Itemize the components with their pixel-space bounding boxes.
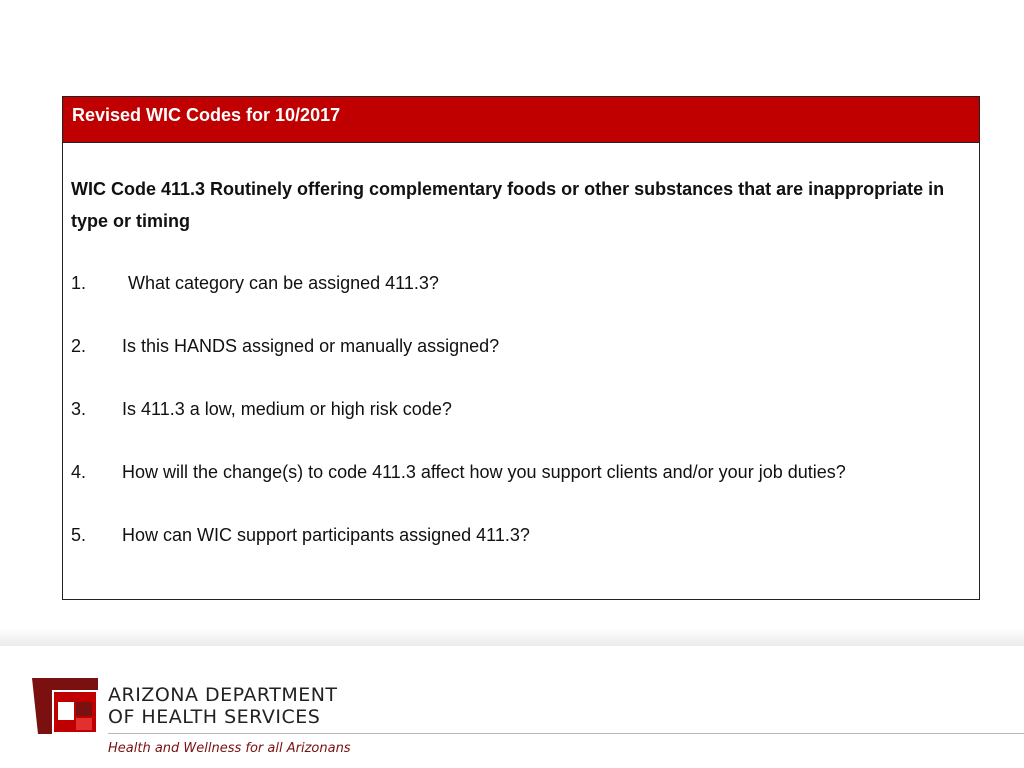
question-3 — [71, 397, 452, 421]
question-text: What category can be assigned 411.3? — [128, 273, 439, 293]
table-header: Revised WIC Codes for 10/2017 — [63, 97, 979, 143]
question-text: How can WIC support participants assigned 411.3? — [122, 525, 530, 545]
question-5 — [71, 523, 530, 547]
question-number: 4. — [71, 462, 87, 482]
question-number: 1. — [71, 273, 87, 293]
question-4 — [71, 460, 846, 484]
question-text: Is 411.3 a low, medium or high risk code? — [122, 399, 452, 419]
question-number: 3. — [71, 399, 87, 419]
org-name-line2: OF HEALTH SERVICES — [108, 706, 321, 728]
footer-divider — [108, 733, 1024, 734]
question-text: Is this HANDS assigned or manually assigned? — [122, 336, 500, 356]
footer-shadow — [0, 628, 1024, 648]
question-text: How will the change(s) to code 411.3 affect how you support clients and/or your job duties? — [122, 462, 846, 482]
org-name — [108, 684, 338, 728]
question-1 — [71, 271, 439, 295]
code-title: WIC Code 411.3 Routinely offering complementary foods or other substances that are inappropriate in type or timing — [71, 179, 945, 231]
tagline: Health and Wellness for all Arizonans — [108, 741, 351, 756]
org-name-line1: ARIZONA DEPARTMENT — [108, 684, 338, 706]
question-2 — [71, 334, 499, 358]
question-number: 5. — [71, 525, 87, 545]
adhs-logo-icon — [32, 676, 98, 736]
question-number: 2. — [71, 336, 87, 356]
content-table — [62, 96, 980, 600]
